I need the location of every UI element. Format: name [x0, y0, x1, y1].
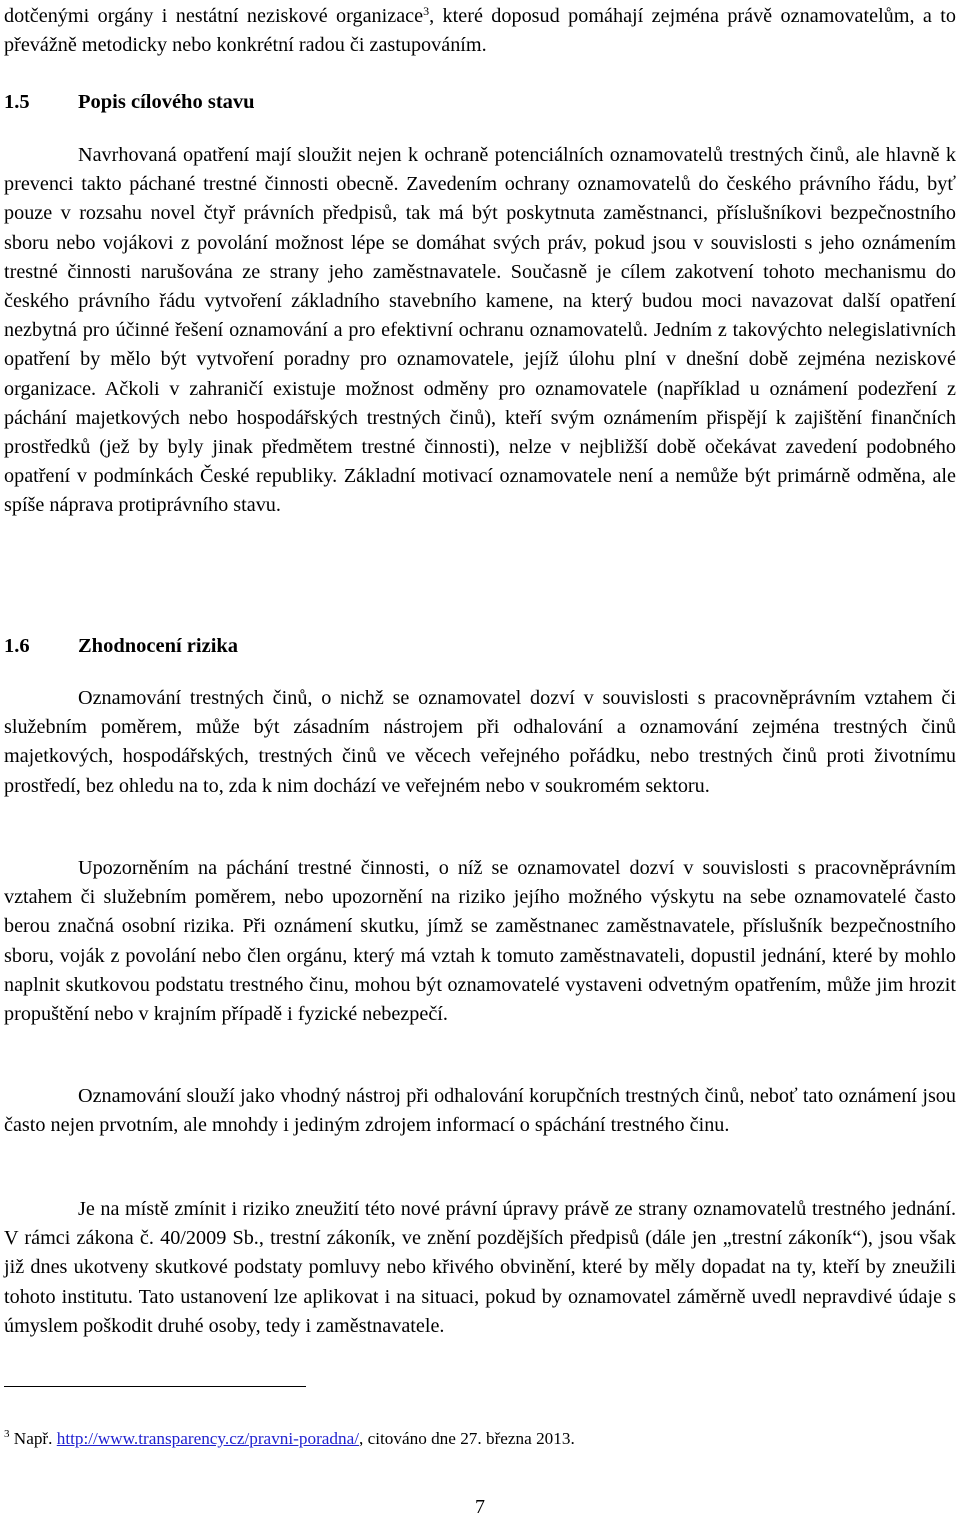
- paragraph: Upozorněním na páchání trestné činnosti, o níž se oznamovatel dozví v souvislosti s pracovněprávním vztahem či služebním poměrem, nebo upozornění na riziko jejího možného výskytu na sebe oznamovatelé často berou značná osobní rizika. Při oznámení skutku, jímž se zaměstnanec zaměstnavatele, příslušník bezpečnostního sboru, voják z povolání nebo člen orgánu, který má vztah k tomuto zaměstnavateli, dopustil jednání, které by mohlo naplnit skutkovou podstatu trestného činu, mohou být oznamovatelé vystaveni odvetným opatřením, může jim hrozit propuštění nebo v krajním případě i fyzické nebezpečí.: [4, 857, 956, 1026]
- section-number: 1.6: [4, 635, 30, 657]
- section-title: Popis cílového stavu: [78, 91, 255, 113]
- footnote-separator: [4, 1386, 306, 1387]
- footnote: [4, 1428, 575, 1450]
- section-1-5-body: [4, 141, 956, 521]
- section-number: 1.5: [4, 91, 30, 113]
- footnote-ref[interactable]: 3: [423, 4, 430, 18]
- intro-text-cont: , které doposud pomáhají zejména právě oznamovatelům, a to převážně metodicky nebo konkrétní radou či zastupováním.: [4, 5, 956, 57]
- section-1-6-paragraph-4: [4, 1195, 956, 1341]
- paragraph: Oznamování slouží jako vhodný nástroj při odhalování korupčních trestných činů, neboť tato oznámení jsou často nejen prvotním, ale mnohdy i jediným zdrojem informací o spáchání trestného činu.: [4, 1085, 956, 1137]
- section-1-6-paragraph-3: [4, 1082, 956, 1140]
- paragraph: Je na místě zmínit i riziko zneužití této nové právní úpravy právě ze strany oznamovatelů trestného jednání. V rámci zákona č. 40/2009 Sb., trestní zákoník, ve znění pozdějších předpisů (dále jen „trestní zákoník“), jsou však již dnes ukotveny skutkové podstaty pomluvy nebo křivého obvinění, které by měly dopadat na ty, kteří by zneužili tohoto institutu. Tato ustanovení lze aplikovat i na situaci, pokud by oznamovatel záměrně uvedl nepravdivé údaje s úmyslem poškodit druhé osoby, tedy i zaměstnavatele.: [4, 1198, 956, 1337]
- section-heading-1-6: [4, 633, 238, 659]
- intro-paragraph: [4, 2, 956, 60]
- footnote-number: 3: [4, 1428, 10, 1440]
- section-heading-1-5: [4, 89, 255, 115]
- footnote-link[interactable]: http://www.transparency.cz/pravni-poradna/: [56, 1429, 360, 1448]
- intro-text: dotčenými orgány i nestátní neziskové organizace: [4, 5, 424, 27]
- footnote-prefix: Např.: [13, 1429, 53, 1448]
- section-title: Zhodnocení rizika: [78, 635, 239, 657]
- footnote-suffix: , citováno dne 27. března 2013.: [359, 1429, 575, 1448]
- paragraph: Oznamování trestných činů, o nichž se oznamovatel dozví v souvislosti s pracovněprávním vztahem či služebním poměrem, může být zásadním nástrojem při odhalování a oznamování zejména trestných činů majetkových, hospodářských, trestných činů ve věcech veřejného pořádku, nebo trestných činů proti životnímu prostředí, bez ohledu na to, zda k nim dochází ve veřejném nebo v soukromém sektoru.: [4, 687, 956, 797]
- section-1-6-paragraph-2: [4, 854, 956, 1029]
- page-number: 7: [475, 1496, 485, 1518]
- section-1-6-paragraph-1: [4, 684, 956, 801]
- paragraph: Navrhovaná opatření mají sloužit nejen k ochraně potenciálních oznamovatelů trestných činů, ale hlavně k prevenci takto páchané trestné činnosti obecně. Zavedením ochrany oznamovatelů do českého právního řádu, byť pouze v rozsahu novel čtyř právních předpisů, tak má být poskytnuta zaměstnanci, příslušníkovi bezpečnostního sboru nebo vojákovi z povolání možnost lépe se domáhat svých práv, pokud jsou v souvislosti s jeho oznámením trestné činnosti narušována ze strany jeho zaměstnavatele. Současně je cílem zakotvení tohoto mechanismu do českého právního řádu vytvoření základního stavebního kamene, na který budou moci navazovat další opatření nezbytná pro účinné řešení oznamování a pro efektivní ochranu oznamovatelů. Jedním z takovýchto nelegislativních opatření by mělo být vytvoření poradny pro oznamovatele, jejíž úlohu plní v dnešní době zejména neziskové organizace. Ačkoli v zahraničí existuje možnost odměny pro oznamovatele (například u oznámení podezření z páchání majetkových nebo hospodářských trestných činů), kteří svým oznámením přispějí k zajištění finančních prostředků (jež by byly jinak předmětem trestné činnosti), nelze v nejbližší době očekávat zavedení podobného opatření v podmínkách České republiky. Základní motivací oznamovatele není a nemůže být primárně odměna, ale spíše náprava protiprávního stavu.: [4, 144, 956, 517]
